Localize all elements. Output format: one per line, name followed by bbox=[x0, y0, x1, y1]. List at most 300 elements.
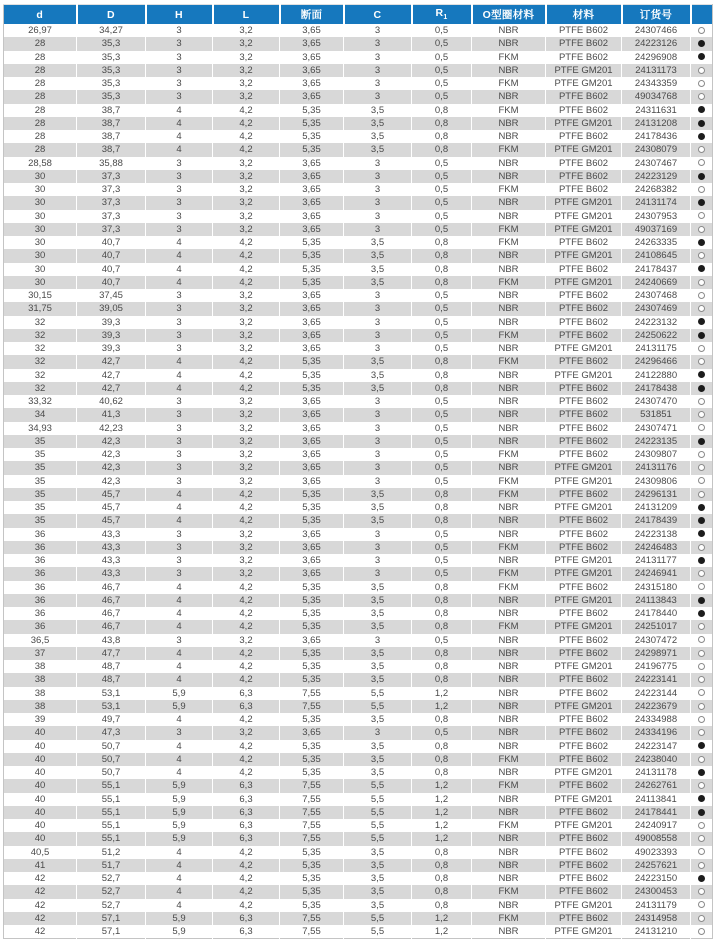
cell: 24178437 bbox=[622, 263, 691, 276]
availability-cell bbox=[691, 753, 713, 766]
cell: 24296908 bbox=[622, 51, 691, 64]
cell: 3,65 bbox=[280, 183, 344, 196]
cell: 24250622 bbox=[622, 329, 691, 342]
cell: 3,65 bbox=[280, 51, 344, 64]
cell: 5,35 bbox=[280, 846, 344, 859]
open-circle-icon bbox=[698, 186, 705, 193]
cell: 24311631 bbox=[622, 104, 691, 117]
cell: 39,3 bbox=[77, 316, 146, 329]
table-row bbox=[4, 766, 713, 779]
cell: 24113841 bbox=[622, 793, 691, 806]
open-circle-icon bbox=[698, 716, 705, 723]
table-row bbox=[4, 594, 713, 607]
cell: 4,2 bbox=[213, 581, 280, 594]
availability-cell bbox=[691, 104, 713, 117]
cell: 0,5 bbox=[412, 183, 472, 196]
cell: 38 bbox=[34, 700, 46, 712]
cell: FKM bbox=[472, 183, 546, 196]
cell: 3,2 bbox=[213, 634, 280, 647]
cell: 4,2 bbox=[213, 740, 280, 753]
table-row bbox=[4, 435, 713, 448]
cell: 30 bbox=[34, 197, 46, 209]
cell: 35 bbox=[34, 462, 46, 474]
cell: NBR bbox=[472, 90, 546, 103]
cell: 4,2 bbox=[213, 647, 280, 660]
cell: 3 bbox=[344, 170, 412, 183]
cell: NBR bbox=[472, 395, 546, 408]
cell: 3,2 bbox=[213, 223, 280, 236]
cell: PTFE B602 bbox=[546, 316, 622, 329]
cell: 24308079 bbox=[622, 143, 691, 156]
open-circle-icon bbox=[698, 835, 705, 842]
cell: PTFE B602 bbox=[546, 687, 622, 700]
cell: 28 bbox=[34, 38, 46, 50]
cell: 4 bbox=[146, 740, 213, 753]
cell: 5,35 bbox=[280, 620, 344, 633]
cell: PTFE B602 bbox=[546, 806, 622, 819]
cell: 5,35 bbox=[280, 104, 344, 117]
cell: 24178436 bbox=[622, 130, 691, 143]
table-row bbox=[4, 687, 713, 700]
cell: PTFE GM201 bbox=[546, 117, 622, 130]
cell: 30 bbox=[34, 237, 46, 248]
cell: 40 bbox=[34, 806, 46, 818]
cell: FKM bbox=[472, 885, 546, 898]
cell: 37,45 bbox=[77, 289, 146, 302]
cell: 42,3 bbox=[77, 435, 146, 448]
cell: 45,7 bbox=[77, 514, 146, 527]
cell: 40 bbox=[34, 793, 46, 805]
cell: 39,05 bbox=[77, 302, 146, 315]
cell: 40 bbox=[34, 753, 46, 765]
open-circle-icon bbox=[698, 703, 705, 710]
cell: PTFE B602 bbox=[546, 24, 622, 37]
cell: 3,5 bbox=[344, 766, 412, 779]
open-circle-icon bbox=[698, 411, 705, 418]
cell: 3 bbox=[344, 302, 412, 315]
cell: 24223147 bbox=[622, 740, 691, 753]
cell: 3 bbox=[344, 77, 412, 90]
cell: 24223129 bbox=[622, 170, 691, 183]
cell: FKM bbox=[472, 223, 546, 236]
cell: 24307470 bbox=[622, 395, 691, 408]
availability-cell bbox=[691, 846, 713, 859]
cell: 42 bbox=[34, 912, 46, 924]
cell: 4,2 bbox=[213, 249, 280, 262]
cell: 0,5 bbox=[412, 395, 472, 408]
availability-cell bbox=[691, 435, 713, 448]
cell: NBR bbox=[472, 369, 546, 382]
open-circle-icon bbox=[698, 252, 705, 259]
cell: 34,93 bbox=[28, 422, 52, 434]
cell: 36 bbox=[34, 608, 46, 619]
availability-cell bbox=[691, 607, 713, 620]
cell: 24122880 bbox=[622, 369, 691, 382]
cell: 3,5 bbox=[344, 104, 412, 117]
cell: 3,2 bbox=[213, 342, 280, 355]
cell: 5,35 bbox=[280, 130, 344, 143]
cell: 3,65 bbox=[280, 64, 344, 77]
cell: 1,2 bbox=[412, 925, 472, 939]
cell: PTFE B602 bbox=[546, 846, 622, 859]
cell: 24223150 bbox=[622, 872, 691, 885]
cell: 28 bbox=[34, 144, 46, 156]
cell: 3,65 bbox=[280, 422, 344, 435]
filled-circle-icon bbox=[698, 769, 705, 776]
cell: FKM bbox=[472, 51, 546, 64]
cell: 24307468 bbox=[622, 289, 691, 302]
cell: 32 bbox=[34, 329, 46, 341]
filled-circle-icon bbox=[698, 438, 705, 445]
cell: 3,2 bbox=[213, 475, 280, 488]
cell: 38,7 bbox=[77, 104, 146, 117]
cell: 46,7 bbox=[77, 594, 146, 607]
availability-cell bbox=[691, 528, 713, 541]
cell: 3,65 bbox=[280, 37, 344, 50]
cell: 7,55 bbox=[280, 806, 344, 819]
cell: PTFE GM201 bbox=[546, 899, 622, 912]
cell: PTFE B602 bbox=[546, 90, 622, 103]
cell: 3 bbox=[146, 170, 213, 183]
cell: 3 bbox=[344, 395, 412, 408]
cell: 3,65 bbox=[280, 634, 344, 647]
cell: 46,7 bbox=[77, 581, 146, 594]
cell: 3,5 bbox=[344, 594, 412, 607]
cell: 5,35 bbox=[280, 249, 344, 262]
cell: 6,3 bbox=[213, 925, 280, 939]
cell: 3,5 bbox=[344, 753, 412, 766]
cell: NBR bbox=[472, 117, 546, 130]
table-row bbox=[4, 528, 713, 541]
cell: 3 bbox=[146, 77, 213, 90]
cell: 7,55 bbox=[280, 912, 344, 925]
cell: 4,2 bbox=[213, 846, 280, 859]
cell: 34,27 bbox=[77, 24, 146, 37]
table-row bbox=[4, 620, 713, 633]
cell: PTFE B602 bbox=[546, 104, 622, 117]
cell: 3,5 bbox=[344, 236, 412, 249]
cell: 24296131 bbox=[622, 488, 691, 501]
cell: FKM bbox=[472, 104, 546, 117]
table-row bbox=[4, 461, 713, 474]
cell: 42 bbox=[34, 926, 46, 937]
cell: 3 bbox=[344, 634, 412, 647]
r1-subscript: 1 bbox=[443, 14, 448, 22]
cell: PTFE B602 bbox=[546, 355, 622, 368]
cell: NBR bbox=[472, 514, 546, 527]
cell: 4 bbox=[146, 514, 213, 527]
table-row bbox=[4, 885, 713, 898]
cell: NBR bbox=[472, 740, 546, 753]
cell: 24196775 bbox=[622, 660, 691, 673]
availability-cell bbox=[691, 302, 713, 315]
cell: 3 bbox=[344, 435, 412, 448]
cell: 3 bbox=[146, 475, 213, 488]
cell: 5,5 bbox=[344, 687, 412, 700]
cell: 3 bbox=[146, 210, 213, 223]
cell: 4,2 bbox=[213, 859, 280, 872]
table-body bbox=[4, 24, 713, 939]
cell: 5,35 bbox=[280, 276, 344, 289]
cell: 37,3 bbox=[77, 170, 146, 183]
open-circle-icon bbox=[698, 756, 705, 763]
cell: NBR bbox=[472, 210, 546, 223]
cell: FKM bbox=[472, 567, 546, 580]
cell: 3 bbox=[344, 528, 412, 541]
cell: 40 bbox=[34, 767, 46, 778]
cell: 5,35 bbox=[280, 501, 344, 514]
cell: 6,3 bbox=[213, 832, 280, 845]
cell: 0,5 bbox=[412, 448, 472, 461]
cell: 40,7 bbox=[77, 249, 146, 262]
cell: 4 bbox=[146, 236, 213, 249]
cell: 51,2 bbox=[77, 846, 146, 859]
table-row bbox=[4, 700, 713, 713]
filled-circle-icon bbox=[698, 504, 705, 511]
cell: 4,2 bbox=[213, 117, 280, 130]
cell: 50,7 bbox=[77, 740, 146, 753]
availability-cell bbox=[691, 157, 713, 170]
table-row bbox=[4, 170, 713, 183]
cell: 3 bbox=[146, 90, 213, 103]
cell: 6,3 bbox=[213, 793, 280, 806]
cell: 36 bbox=[34, 541, 46, 553]
cell: 7,55 bbox=[280, 687, 344, 700]
cell: 3 bbox=[146, 726, 213, 739]
cell: PTFE B602 bbox=[546, 514, 622, 527]
cell: 5,35 bbox=[280, 607, 344, 620]
cell: 3,5 bbox=[344, 899, 412, 912]
cell: 3,2 bbox=[213, 157, 280, 170]
cell: PTFE GM201 bbox=[546, 461, 622, 474]
cell: 52,7 bbox=[77, 872, 146, 885]
cell: 24223135 bbox=[622, 435, 691, 448]
availability-cell bbox=[691, 554, 713, 567]
availability-cell bbox=[691, 117, 713, 130]
cell: 3 bbox=[344, 183, 412, 196]
cell: 6,3 bbox=[213, 806, 280, 819]
table-row bbox=[4, 422, 713, 435]
cell: 3,5 bbox=[344, 647, 412, 660]
table-row bbox=[4, 210, 713, 223]
cell: 3,5 bbox=[344, 859, 412, 872]
cell: 0,5 bbox=[412, 567, 472, 580]
cell: 3,5 bbox=[344, 660, 412, 673]
header-row bbox=[4, 5, 713, 25]
cell: 3,5 bbox=[344, 117, 412, 130]
cell: PTFE B602 bbox=[546, 859, 622, 872]
cell: 4 bbox=[146, 607, 213, 620]
table-row bbox=[4, 634, 713, 647]
cell: 4,2 bbox=[213, 382, 280, 395]
availability-cell bbox=[691, 263, 713, 276]
cell: 4 bbox=[146, 581, 213, 594]
table-row bbox=[4, 514, 713, 527]
cell: 24131178 bbox=[622, 766, 691, 779]
cell: 43,3 bbox=[77, 567, 146, 580]
cell: 35 bbox=[34, 449, 46, 460]
cell: 4 bbox=[146, 846, 213, 859]
cell: 4,2 bbox=[213, 355, 280, 368]
availability-cell bbox=[691, 342, 713, 355]
cell: 4,2 bbox=[213, 620, 280, 633]
cell: 5,9 bbox=[146, 700, 213, 713]
table-row bbox=[4, 846, 713, 859]
cell: 3,2 bbox=[213, 461, 280, 474]
cell: 24178441 bbox=[622, 806, 691, 819]
availability-cell bbox=[691, 832, 713, 845]
availability-cell bbox=[691, 90, 713, 103]
cell: NBR bbox=[472, 673, 546, 686]
cell: 24178440 bbox=[622, 607, 691, 620]
cell: 4,2 bbox=[213, 673, 280, 686]
cell: 3,65 bbox=[280, 461, 344, 474]
availability-cell bbox=[691, 501, 713, 514]
cell: 24238040 bbox=[622, 753, 691, 766]
cell: 42 bbox=[34, 886, 46, 898]
cell: 5,35 bbox=[280, 369, 344, 382]
cell: 4 bbox=[146, 885, 213, 898]
cell: 0,8 bbox=[412, 382, 472, 395]
cell: 39,3 bbox=[77, 329, 146, 342]
filled-circle-icon bbox=[698, 795, 705, 802]
cell: 0,8 bbox=[412, 620, 472, 633]
cell: 40 bbox=[34, 727, 46, 739]
availability-cell bbox=[691, 660, 713, 673]
cell: 40,5 bbox=[30, 846, 50, 858]
cell: 37,3 bbox=[77, 210, 146, 223]
table-row bbox=[4, 157, 713, 170]
cell: 3 bbox=[146, 51, 213, 64]
cell: 3,65 bbox=[280, 329, 344, 342]
cell: 42 bbox=[34, 899, 46, 911]
cell: 4,2 bbox=[213, 753, 280, 766]
cell: 3,65 bbox=[280, 435, 344, 448]
availability-cell bbox=[691, 355, 713, 368]
cell: 3,2 bbox=[213, 554, 280, 567]
col-header-availability bbox=[691, 5, 713, 25]
cell: 0,8 bbox=[412, 647, 472, 660]
cell: PTFE B602 bbox=[546, 408, 622, 421]
cell: 4 bbox=[146, 620, 213, 633]
cell: 3,5 bbox=[344, 620, 412, 633]
table-row bbox=[4, 130, 713, 143]
cell: 3,65 bbox=[280, 475, 344, 488]
cell: NBR bbox=[472, 157, 546, 170]
availability-cell bbox=[691, 713, 713, 726]
cell: NBR bbox=[472, 766, 546, 779]
cell: 41,3 bbox=[77, 408, 146, 421]
cell: 32 bbox=[34, 316, 46, 328]
cell: 0,8 bbox=[412, 143, 472, 156]
cell: 24334988 bbox=[622, 713, 691, 726]
filled-circle-icon bbox=[698, 875, 705, 882]
cell: 4,2 bbox=[213, 885, 280, 898]
cell: 5,35 bbox=[280, 143, 344, 156]
table-row bbox=[4, 554, 713, 567]
cell: 4 bbox=[146, 753, 213, 766]
cell: 40,7 bbox=[77, 236, 146, 249]
cell: NBR bbox=[472, 554, 546, 567]
cell: 4,2 bbox=[213, 369, 280, 382]
cell: PTFE B602 bbox=[546, 713, 622, 726]
cell: PTFE B602 bbox=[546, 647, 622, 660]
open-circle-icon bbox=[698, 80, 705, 87]
cell: 3 bbox=[344, 726, 412, 739]
table-row bbox=[4, 806, 713, 819]
cell: 3,65 bbox=[280, 223, 344, 236]
availability-cell bbox=[691, 422, 713, 435]
filled-circle-icon bbox=[698, 517, 705, 524]
cell: 0,5 bbox=[412, 461, 472, 474]
cell: 3 bbox=[344, 64, 412, 77]
cell: 3 bbox=[146, 37, 213, 50]
cell: 24246483 bbox=[622, 541, 691, 554]
availability-cell bbox=[691, 329, 713, 342]
cell: 32 bbox=[34, 343, 46, 354]
cell: 50,7 bbox=[77, 766, 146, 779]
cell: 3,65 bbox=[280, 528, 344, 541]
cell: 0,8 bbox=[412, 766, 472, 779]
cell: 0,5 bbox=[412, 541, 472, 554]
cell: 5,35 bbox=[280, 713, 344, 726]
cell: 24298971 bbox=[622, 647, 691, 660]
cell: 35 bbox=[34, 502, 46, 513]
cell: 4 bbox=[146, 501, 213, 514]
cell: 3 bbox=[146, 196, 213, 209]
open-circle-icon bbox=[698, 305, 705, 312]
cell: 30 bbox=[34, 223, 46, 235]
cell: 5,9 bbox=[146, 832, 213, 845]
cell: PTFE GM201 bbox=[546, 475, 622, 488]
cell: 28 bbox=[34, 78, 46, 89]
cell: 3,65 bbox=[280, 726, 344, 739]
cell: 3,2 bbox=[213, 183, 280, 196]
cell: 45,7 bbox=[77, 501, 146, 514]
cell: 5,5 bbox=[344, 819, 412, 832]
table-row bbox=[4, 289, 713, 302]
cell: 3 bbox=[146, 395, 213, 408]
cell: 3 bbox=[344, 541, 412, 554]
cell: 55,1 bbox=[77, 806, 146, 819]
cell: 24257621 bbox=[622, 859, 691, 872]
cell: FKM bbox=[472, 448, 546, 461]
cell: 0,8 bbox=[412, 846, 472, 859]
cell: 5,9 bbox=[146, 779, 213, 792]
table-row bbox=[4, 819, 713, 832]
cell: NBR bbox=[472, 660, 546, 673]
cell: 3 bbox=[344, 37, 412, 50]
cell: 30 bbox=[34, 276, 46, 288]
table-row bbox=[4, 740, 713, 753]
cell: 3 bbox=[146, 24, 213, 37]
open-circle-icon bbox=[698, 623, 705, 630]
cell: 24223141 bbox=[622, 673, 691, 686]
cell: PTFE GM201 bbox=[546, 196, 622, 209]
cell: 40 bbox=[34, 820, 46, 831]
cell: 3,65 bbox=[280, 448, 344, 461]
cell: 3,2 bbox=[213, 37, 280, 50]
table-row bbox=[4, 342, 713, 355]
col-header-C: C bbox=[344, 5, 412, 25]
cell: 5,9 bbox=[146, 793, 213, 806]
cell: 5,35 bbox=[280, 236, 344, 249]
cell: 0,8 bbox=[412, 263, 472, 276]
cell: 24334196 bbox=[622, 726, 691, 739]
cell: 3,2 bbox=[213, 51, 280, 64]
cell: 24131179 bbox=[622, 899, 691, 912]
cell: 0,8 bbox=[412, 355, 472, 368]
